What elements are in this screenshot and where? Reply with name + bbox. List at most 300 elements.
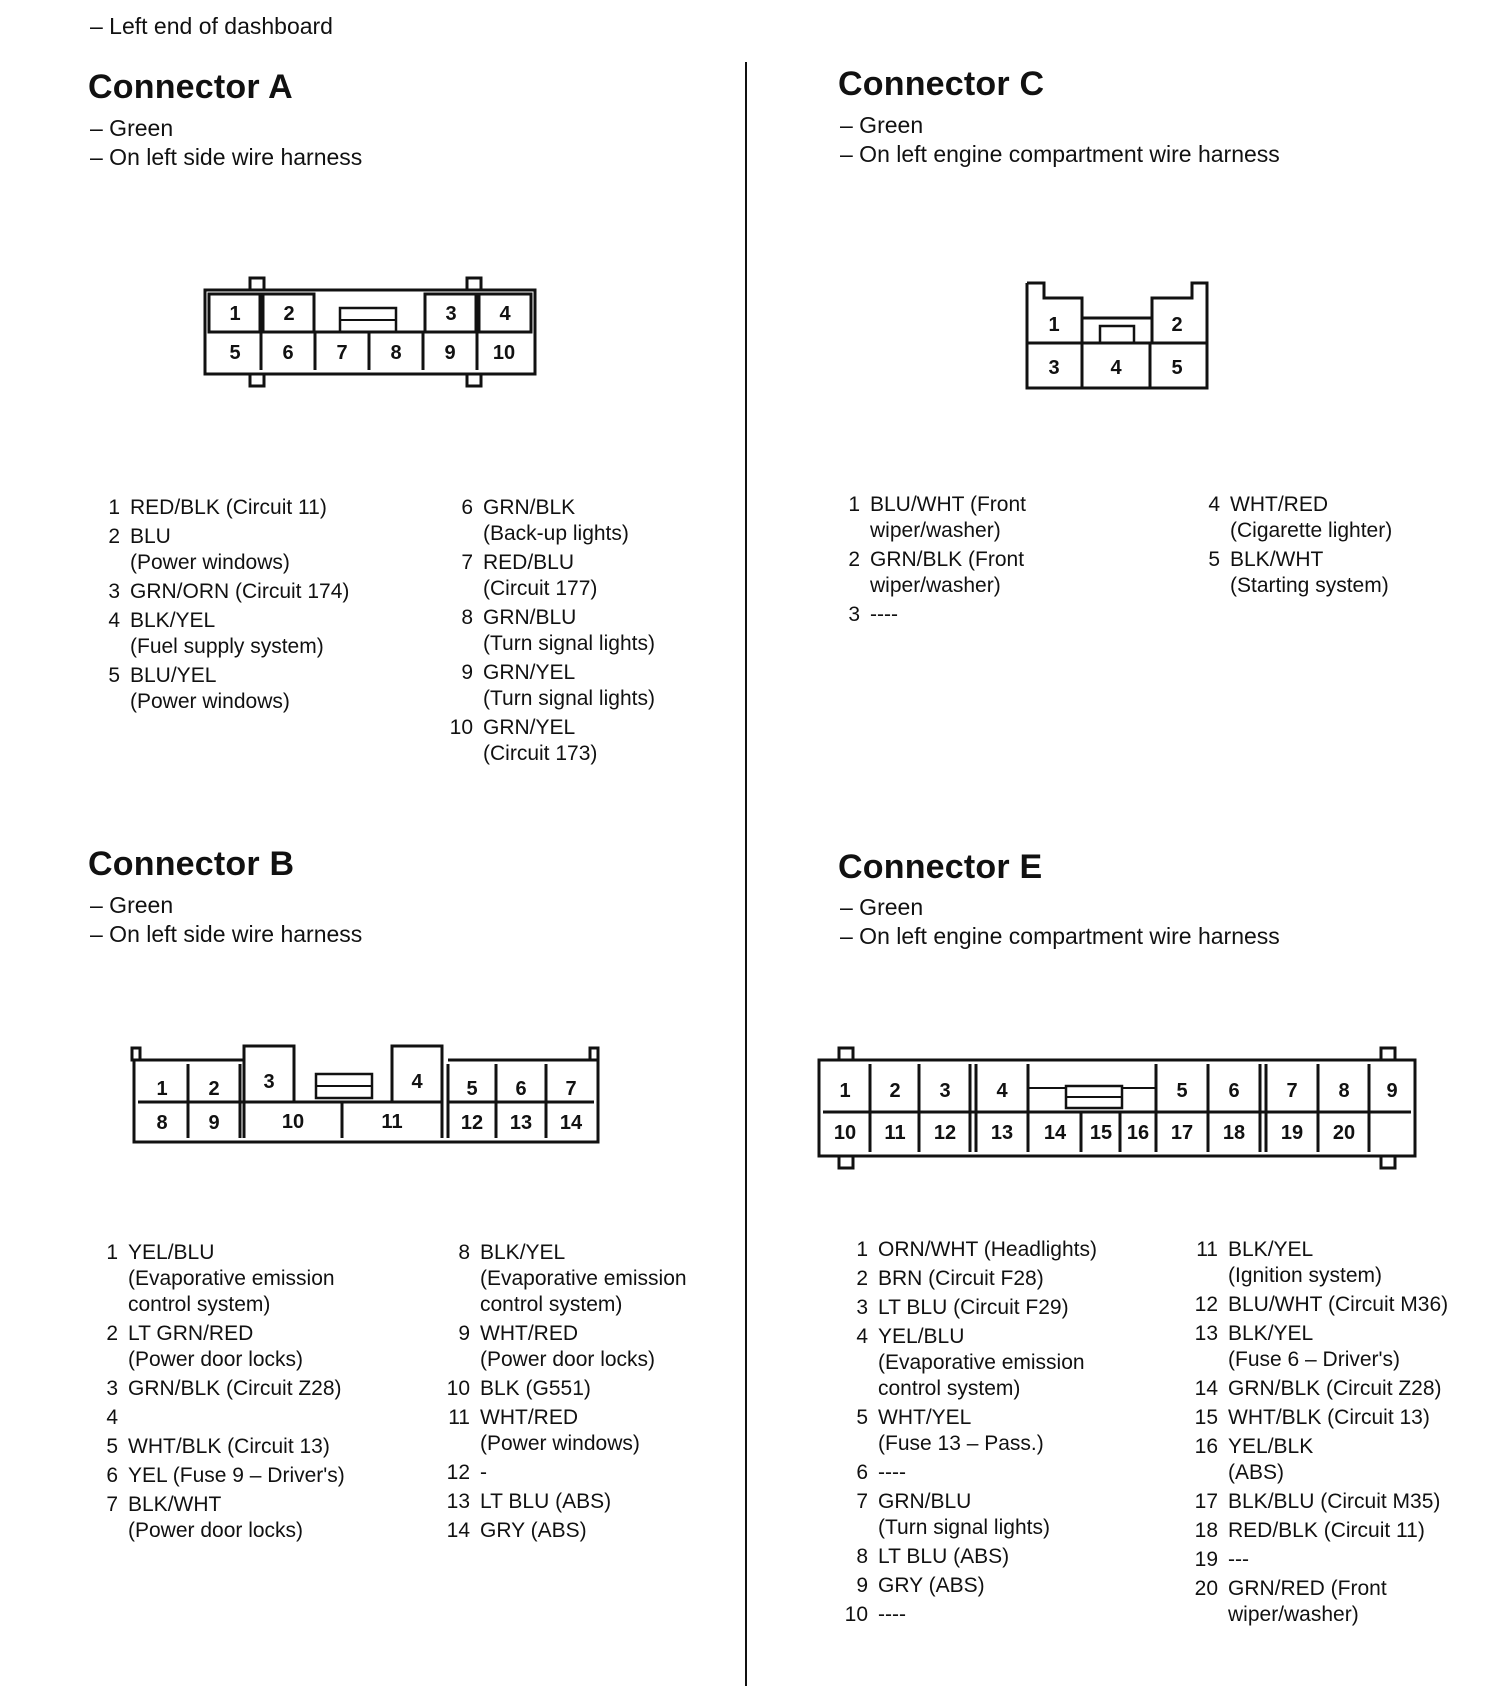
connector-e-lock-tab bbox=[839, 1156, 853, 1168]
pin-number: 10 bbox=[844, 1603, 868, 1626]
pin-number: 11 bbox=[448, 1406, 470, 1429]
pin-description-line: (Power door locks) bbox=[128, 1348, 304, 1371]
connector-e-cell-label: 9 bbox=[1386, 1080, 1398, 1102]
connector-a-lock-tab bbox=[250, 278, 264, 290]
pin-description-line bbox=[128, 1405, 428, 1431]
pin-description bbox=[128, 1405, 428, 1431]
connector-e-cell-label: 4 bbox=[996, 1080, 1008, 1102]
connector-a-color: – Green bbox=[90, 115, 174, 141]
pin-entry bbox=[440, 1321, 740, 1373]
pin-description bbox=[878, 1266, 1168, 1292]
pin-description bbox=[1228, 1376, 1504, 1402]
pin-number: 8 bbox=[856, 1545, 868, 1568]
pin-entry bbox=[1188, 1405, 1504, 1431]
connector-c-cell-label: 5 bbox=[1171, 357, 1183, 379]
pin-number: 13 bbox=[1194, 1322, 1218, 1345]
pin-number: 9 bbox=[461, 661, 473, 684]
pin-description-line: (Evaporative emission bbox=[128, 1267, 335, 1290]
pin-description-line: BRN (Circuit F28) bbox=[878, 1267, 1044, 1290]
pin-entry bbox=[838, 1489, 1168, 1541]
pin-description-line: control system) bbox=[878, 1377, 1021, 1400]
pin-entry bbox=[1188, 1376, 1504, 1402]
pin-description-line: (Fuel supply system) bbox=[130, 635, 324, 658]
pin-description-line: BLU/WHT (Circuit M36) bbox=[1228, 1293, 1449, 1316]
connector-a-cell-label: 2 bbox=[283, 303, 295, 325]
connector-e-pins-left bbox=[838, 1237, 1168, 1631]
pin-description-line: wiper/washer) bbox=[1228, 1603, 1359, 1626]
pin-number: 2 bbox=[106, 1322, 118, 1345]
pin-description-line: BLK/YEL bbox=[1228, 1238, 1314, 1261]
connector-b-cell-label: 1 bbox=[156, 1078, 168, 1100]
connector-e-lock-tab bbox=[839, 1048, 853, 1060]
connector-e-cell-label: 10 bbox=[833, 1122, 857, 1144]
connector-a-location: – On left side wire harness bbox=[90, 144, 363, 170]
connector-b-pins-right bbox=[440, 1240, 740, 1547]
pin-number: 3 bbox=[106, 1377, 118, 1400]
pin-description-line: (Starting system) bbox=[1230, 574, 1389, 597]
pin-number: 19 bbox=[1194, 1548, 1218, 1571]
pin-number: 1 bbox=[848, 493, 860, 516]
pin-description bbox=[1230, 492, 1490, 544]
connector-b-cell-label: 8 bbox=[156, 1112, 168, 1134]
pin-description-line: BLK (G551) bbox=[480, 1377, 591, 1400]
connector-a-diagram bbox=[195, 270, 545, 395]
pin-description-line: BLK/WHT bbox=[128, 1493, 222, 1516]
pin-number: 9 bbox=[458, 1322, 470, 1345]
pin-description bbox=[878, 1602, 1168, 1628]
pin-description bbox=[1228, 1237, 1504, 1289]
pin-entry bbox=[90, 579, 420, 605]
connector-e-cell-label: 2 bbox=[889, 1080, 901, 1102]
pin-entry bbox=[1188, 1434, 1504, 1486]
pin-description-line: BLK/YEL bbox=[480, 1241, 566, 1264]
pin-description-line: YEL/BLK bbox=[1228, 1435, 1314, 1458]
pin-entry bbox=[88, 1240, 428, 1318]
pin-description bbox=[483, 495, 743, 547]
pin-description bbox=[878, 1237, 1168, 1263]
pin-description-line: (Turn signal lights) bbox=[483, 632, 655, 655]
pin-number: 4 bbox=[856, 1325, 868, 1348]
connector-e-cell-label: 14 bbox=[1043, 1122, 1067, 1144]
pin-description-line: BLU bbox=[130, 525, 171, 548]
pin-entry bbox=[1188, 1576, 1504, 1628]
pin-entry bbox=[90, 663, 420, 715]
pin-number: 3 bbox=[856, 1296, 868, 1319]
pin-entry bbox=[443, 495, 743, 547]
pin-number: 4 bbox=[106, 1406, 118, 1429]
pin-description bbox=[483, 605, 743, 657]
pin-description bbox=[483, 715, 743, 767]
connector-b-lock-tab bbox=[132, 1048, 140, 1060]
pin-entry bbox=[838, 1266, 1168, 1292]
pin-description-line: (ABS) bbox=[1228, 1461, 1285, 1484]
pin-description-line: wiper/washer) bbox=[870, 574, 1001, 597]
pin-entry bbox=[440, 1240, 740, 1318]
connector-a-cell-label: 1 bbox=[229, 303, 241, 325]
connector-a-cell-label: 6 bbox=[282, 342, 294, 364]
connector-c-pins-right bbox=[1190, 492, 1490, 602]
connector-c-latch bbox=[1100, 326, 1134, 343]
pin-number: 4 bbox=[108, 609, 120, 632]
connector-a-lock-tab bbox=[467, 374, 481, 386]
pin-entry bbox=[443, 660, 743, 712]
pin-description-line: GRN/RED (Front bbox=[1228, 1577, 1387, 1600]
pin-entry bbox=[1188, 1237, 1504, 1289]
pin-entry bbox=[838, 1324, 1168, 1402]
pin-number: 15 bbox=[1194, 1406, 1218, 1429]
pin-description bbox=[870, 492, 1160, 544]
pin-number: 10 bbox=[446, 1377, 470, 1400]
pin-description-line: BLU/YEL bbox=[130, 664, 217, 687]
pin-number: 17 bbox=[1194, 1490, 1218, 1513]
connector-e-lock-tab bbox=[1381, 1048, 1395, 1060]
connector-e-cell-label: 20 bbox=[1332, 1122, 1356, 1144]
connector-b-cell-label: 5 bbox=[466, 1078, 478, 1100]
pin-description-line: LT BLU (Circuit F29) bbox=[878, 1296, 1069, 1319]
pin-entry bbox=[88, 1321, 428, 1373]
connector-c-cell-label: 4 bbox=[1110, 357, 1122, 379]
pin-description-line: GRN/BLU bbox=[483, 606, 577, 629]
pin-entry bbox=[88, 1405, 428, 1431]
pin-description bbox=[1228, 1576, 1504, 1628]
pin-description-line: LT BLU (ABS) bbox=[878, 1545, 1010, 1568]
pin-number: 2 bbox=[856, 1267, 868, 1290]
pin-number: 2 bbox=[848, 548, 860, 571]
pin-description-line: LT GRN/RED bbox=[128, 1322, 254, 1345]
pin-entry bbox=[830, 602, 1160, 628]
pin-description-line: (Back-up lights) bbox=[483, 522, 629, 545]
pin-description-line: WHT/RED bbox=[480, 1406, 578, 1429]
connector-a-pins-left bbox=[90, 495, 420, 718]
pin-description-line: GRN/ORN (Circuit 174) bbox=[130, 580, 350, 603]
pin-description bbox=[878, 1324, 1168, 1402]
pin-description bbox=[480, 1240, 740, 1318]
connector-a-cell-label: 3 bbox=[445, 303, 457, 325]
pin-entry bbox=[440, 1405, 740, 1457]
connector-c-diagram bbox=[1022, 278, 1222, 398]
pin-entry bbox=[1190, 492, 1490, 544]
pin-entry bbox=[838, 1573, 1168, 1599]
pin-description bbox=[1228, 1547, 1504, 1573]
pin-description bbox=[128, 1463, 428, 1489]
pin-description bbox=[1228, 1434, 1504, 1486]
column-divider bbox=[745, 62, 747, 1686]
pin-description bbox=[1230, 547, 1490, 599]
connector-e-cell-label: 12 bbox=[933, 1122, 957, 1144]
pin-description-line: ---- bbox=[870, 603, 898, 626]
pin-entry bbox=[1188, 1547, 1504, 1573]
connector-e-cell-label: 17 bbox=[1170, 1122, 1194, 1144]
pin-description bbox=[878, 1573, 1168, 1599]
pin-number: 13 bbox=[446, 1490, 470, 1513]
pin-description-line: ---- bbox=[878, 1461, 906, 1484]
pin-description bbox=[1228, 1489, 1504, 1515]
connector-e-pins-right bbox=[1188, 1237, 1504, 1631]
pin-description-line: (Power door locks) bbox=[128, 1519, 304, 1542]
pin-entry bbox=[88, 1434, 428, 1460]
pin-entry bbox=[443, 605, 743, 657]
connector-e-cell-label: 11 bbox=[884, 1122, 906, 1144]
pin-entry bbox=[88, 1463, 428, 1489]
connector-b-cell-label: 6 bbox=[515, 1078, 527, 1100]
pin-description-line: BLU/WHT (Front bbox=[870, 493, 1026, 516]
pin-number: 1 bbox=[106, 1241, 118, 1264]
pin-description bbox=[130, 524, 420, 576]
pin-number: 3 bbox=[848, 603, 860, 626]
pin-entry bbox=[1188, 1292, 1504, 1318]
connector-b-cell-label: 10 bbox=[281, 1111, 305, 1133]
pin-description-line: (Cigarette lighter) bbox=[1230, 519, 1393, 542]
pin-description bbox=[128, 1240, 428, 1318]
pin-number: 20 bbox=[1194, 1577, 1218, 1600]
pin-number: 5 bbox=[856, 1406, 868, 1429]
top-note: – Left end of dashboard bbox=[90, 13, 333, 39]
connector-e-cell-label: 16 bbox=[1126, 1122, 1150, 1144]
pin-description-line: LT BLU (ABS) bbox=[480, 1490, 612, 1513]
connector-c-title: Connector C bbox=[838, 65, 1045, 103]
pin-entry bbox=[838, 1602, 1168, 1628]
pin-entry bbox=[90, 608, 420, 660]
connector-c-cell-label: 3 bbox=[1048, 357, 1060, 379]
pin-description bbox=[480, 1321, 740, 1373]
pin-description-line: --- bbox=[1228, 1548, 1249, 1571]
pin-description-line: (Power windows) bbox=[130, 551, 290, 574]
pin-entry bbox=[838, 1295, 1168, 1321]
pin-description-line: YEL (Fuse 9 – Driver's) bbox=[128, 1464, 345, 1487]
connector-a-cell-label: 8 bbox=[390, 342, 402, 364]
pin-description bbox=[480, 1405, 740, 1457]
connector-e-cell-label: 3 bbox=[939, 1080, 951, 1102]
connector-e-lock-tab bbox=[1381, 1156, 1395, 1168]
pin-number: 6 bbox=[856, 1461, 868, 1484]
connector-b-cell-label: 11 bbox=[381, 1111, 403, 1133]
connector-b-location: – On left side wire harness bbox=[90, 921, 363, 947]
pin-description bbox=[480, 1489, 740, 1515]
connector-a-cell-label: 4 bbox=[499, 303, 511, 325]
pin-description bbox=[130, 579, 420, 605]
pin-entry bbox=[838, 1237, 1168, 1263]
pin-number: 18 bbox=[1194, 1519, 1218, 1542]
pin-description bbox=[1228, 1292, 1504, 1318]
pin-number: 5 bbox=[108, 664, 120, 687]
connector-a-cell-label: 5 bbox=[229, 342, 241, 364]
pin-description bbox=[128, 1434, 428, 1460]
connector-e-cell-label: 1 bbox=[839, 1080, 851, 1102]
connector-e-cell-label: 7 bbox=[1286, 1080, 1298, 1102]
pin-description bbox=[878, 1295, 1168, 1321]
connector-e-cell-label: 8 bbox=[1338, 1080, 1350, 1102]
pin-description-line: YEL/BLU bbox=[878, 1325, 965, 1348]
connector-a-cell-label: 7 bbox=[336, 342, 348, 364]
pin-number: 10 bbox=[449, 716, 473, 739]
pin-description bbox=[128, 1321, 428, 1373]
pin-entry bbox=[838, 1405, 1168, 1457]
connector-c-location: – On left engine compartment wire harness bbox=[840, 141, 1280, 167]
pin-entry bbox=[1188, 1489, 1504, 1515]
connector-b-cell-label: 14 bbox=[559, 1112, 583, 1134]
pin-entry bbox=[90, 495, 420, 521]
pin-entry bbox=[838, 1460, 1168, 1486]
connector-e-cell-label: 13 bbox=[990, 1122, 1014, 1144]
pin-description-line: (Circuit 177) bbox=[483, 577, 598, 600]
pin-description bbox=[870, 602, 1160, 628]
pin-number: 11 bbox=[1196, 1238, 1218, 1261]
connector-e-location: – On left engine compartment wire harness bbox=[840, 923, 1280, 949]
pin-number: 1 bbox=[108, 496, 120, 519]
connector-b-lock-tab bbox=[590, 1048, 598, 1060]
pin-entry bbox=[88, 1492, 428, 1544]
pin-entry bbox=[830, 492, 1160, 544]
pin-description-line: (Ignition system) bbox=[1228, 1264, 1383, 1287]
pin-description bbox=[1228, 1405, 1504, 1431]
pin-description-line: control system) bbox=[128, 1293, 271, 1316]
connector-a-lock-tab bbox=[467, 278, 481, 290]
pin-description-line: ORN/WHT (Headlights) bbox=[878, 1238, 1097, 1261]
pin-number: 16 bbox=[1194, 1435, 1218, 1458]
connector-b-title: Connector B bbox=[88, 845, 295, 883]
pin-description-line: GRN/BLK (Circuit Z28) bbox=[1228, 1377, 1442, 1400]
pin-description bbox=[870, 547, 1160, 599]
pin-description bbox=[480, 1460, 740, 1486]
connector-b-cell-label: 7 bbox=[565, 1078, 577, 1100]
pin-description-line: BLK/YEL bbox=[130, 609, 216, 632]
pin-number: 6 bbox=[106, 1464, 118, 1487]
pin-description bbox=[483, 660, 743, 712]
connector-e-cell-label: 18 bbox=[1222, 1122, 1246, 1144]
connector-b-cell-label: 13 bbox=[509, 1112, 533, 1134]
pin-number: 4 bbox=[1208, 493, 1220, 516]
connector-e-cell-label: 6 bbox=[1228, 1080, 1240, 1102]
pin-description-line: (Power door locks) bbox=[480, 1348, 656, 1371]
connector-e-cell-label: 19 bbox=[1280, 1122, 1304, 1144]
pin-description bbox=[130, 663, 420, 715]
connector-b-pins-left bbox=[88, 1240, 428, 1547]
pin-description-line: (Circuit 173) bbox=[483, 742, 598, 765]
pin-number: 6 bbox=[461, 496, 473, 519]
connector-b-cell-label: 12 bbox=[460, 1112, 484, 1134]
pin-description-line: control system) bbox=[480, 1293, 623, 1316]
pin-description-line: (Evaporative emission bbox=[480, 1267, 687, 1290]
pin-description bbox=[130, 495, 420, 521]
pin-description bbox=[483, 550, 743, 602]
pin-description-line: GRY (ABS) bbox=[878, 1574, 985, 1597]
pin-description bbox=[480, 1518, 740, 1544]
pin-entry bbox=[1188, 1321, 1504, 1373]
pin-description-line: GRN/BLU bbox=[878, 1490, 972, 1513]
pin-description bbox=[1228, 1321, 1504, 1373]
pin-description-line: (Turn signal lights) bbox=[878, 1516, 1050, 1539]
pin-description-line: GRN/YEL bbox=[483, 661, 576, 684]
pin-number: 5 bbox=[1208, 548, 1220, 571]
pin-description-line: (Fuse 13 – Pass.) bbox=[878, 1432, 1044, 1455]
pin-entry bbox=[440, 1460, 740, 1486]
pin-description-line: (Fuse 6 – Driver's) bbox=[1228, 1348, 1401, 1371]
pin-description bbox=[878, 1460, 1168, 1486]
connector-a-pins-right bbox=[443, 495, 743, 770]
pin-number: 8 bbox=[458, 1241, 470, 1264]
pin-number: 7 bbox=[106, 1493, 118, 1516]
pin-entry bbox=[443, 550, 743, 602]
pin-entry bbox=[838, 1544, 1168, 1570]
connector-c-pins-left bbox=[830, 492, 1160, 631]
pin-number: 12 bbox=[446, 1461, 470, 1484]
connector-b-cell-label: 2 bbox=[208, 1078, 220, 1100]
pin-entry bbox=[1188, 1518, 1504, 1544]
pin-description-line: (Turn signal lights) bbox=[483, 687, 655, 710]
connector-b-color: – Green bbox=[90, 892, 174, 918]
pin-description bbox=[130, 608, 420, 660]
connector-a-cell-label: 10 bbox=[492, 342, 516, 364]
connector-e-title: Connector E bbox=[838, 848, 1043, 886]
pin-description bbox=[128, 1492, 428, 1544]
connector-e-color: – Green bbox=[840, 894, 924, 920]
pin-description-line: WHT/BLK (Circuit 13) bbox=[128, 1435, 330, 1458]
connector-b-diagram bbox=[128, 1040, 608, 1150]
pin-description-line: WHT/RED bbox=[1230, 493, 1328, 516]
pin-description-line: BLK/BLU (Circuit M35) bbox=[1228, 1490, 1441, 1513]
pin-description-line: ---- bbox=[878, 1603, 906, 1626]
connector-e-cell-label: 5 bbox=[1176, 1080, 1188, 1102]
connector-e-cell-label: 15 bbox=[1089, 1122, 1113, 1144]
pin-entry bbox=[88, 1376, 428, 1402]
pin-number: 3 bbox=[108, 580, 120, 603]
pin-description-line: WHT/BLK (Circuit 13) bbox=[1228, 1406, 1430, 1429]
pin-description-line: (Evaporative emission bbox=[878, 1351, 1085, 1374]
pin-description-line: (Power windows) bbox=[130, 690, 290, 713]
pin-number: 9 bbox=[856, 1574, 868, 1597]
pin-description-line: GRN/BLK bbox=[483, 496, 576, 519]
pin-number: 8 bbox=[461, 606, 473, 629]
connector-b-cell-label: 3 bbox=[263, 1071, 275, 1093]
pin-description-line: WHT/YEL bbox=[878, 1406, 972, 1429]
connector-a-title: Connector A bbox=[88, 68, 293, 106]
pin-description bbox=[1228, 1518, 1504, 1544]
pin-description-line: BLK/YEL bbox=[1228, 1322, 1314, 1345]
pin-entry bbox=[1190, 547, 1490, 599]
pin-entry bbox=[440, 1489, 740, 1515]
pin-description-line: GRY (ABS) bbox=[480, 1519, 587, 1542]
pin-entry bbox=[443, 715, 743, 767]
pin-description-line: RED/BLU bbox=[483, 551, 575, 574]
pin-description bbox=[878, 1544, 1168, 1570]
pin-description-line: YEL/BLU bbox=[128, 1241, 215, 1264]
pin-description-line: GRN/BLK (Front bbox=[870, 548, 1025, 571]
pin-number: 1 bbox=[856, 1238, 868, 1261]
pin-entry bbox=[440, 1518, 740, 1544]
pin-description-line: GRN/BLK (Circuit Z28) bbox=[128, 1377, 342, 1400]
pin-number: 7 bbox=[856, 1490, 868, 1513]
pin-number: 7 bbox=[461, 551, 473, 574]
pin-description-line: - bbox=[480, 1461, 487, 1484]
pin-number: 2 bbox=[108, 525, 120, 548]
connector-c-cell-label: 2 bbox=[1171, 314, 1183, 336]
connector-c-cell-label: 1 bbox=[1048, 314, 1060, 336]
pin-description bbox=[878, 1489, 1168, 1541]
pin-number: 14 bbox=[446, 1519, 470, 1542]
pin-description-line: WHT/RED bbox=[480, 1322, 578, 1345]
pin-description-line: (Power windows) bbox=[480, 1432, 640, 1455]
pin-description-line: RED/BLK (Circuit 11) bbox=[1228, 1519, 1425, 1542]
connector-a-lock-tab bbox=[250, 374, 264, 386]
connector-b-cell-label: 4 bbox=[411, 1071, 423, 1093]
pin-number: 5 bbox=[106, 1435, 118, 1458]
pin-entry bbox=[440, 1376, 740, 1402]
pin-description bbox=[878, 1405, 1168, 1457]
pin-description bbox=[128, 1376, 428, 1402]
connector-a-cell-label: 9 bbox=[444, 342, 456, 364]
pin-entry bbox=[830, 547, 1160, 599]
pin-description-line: RED/BLK (Circuit 11) bbox=[130, 496, 327, 519]
